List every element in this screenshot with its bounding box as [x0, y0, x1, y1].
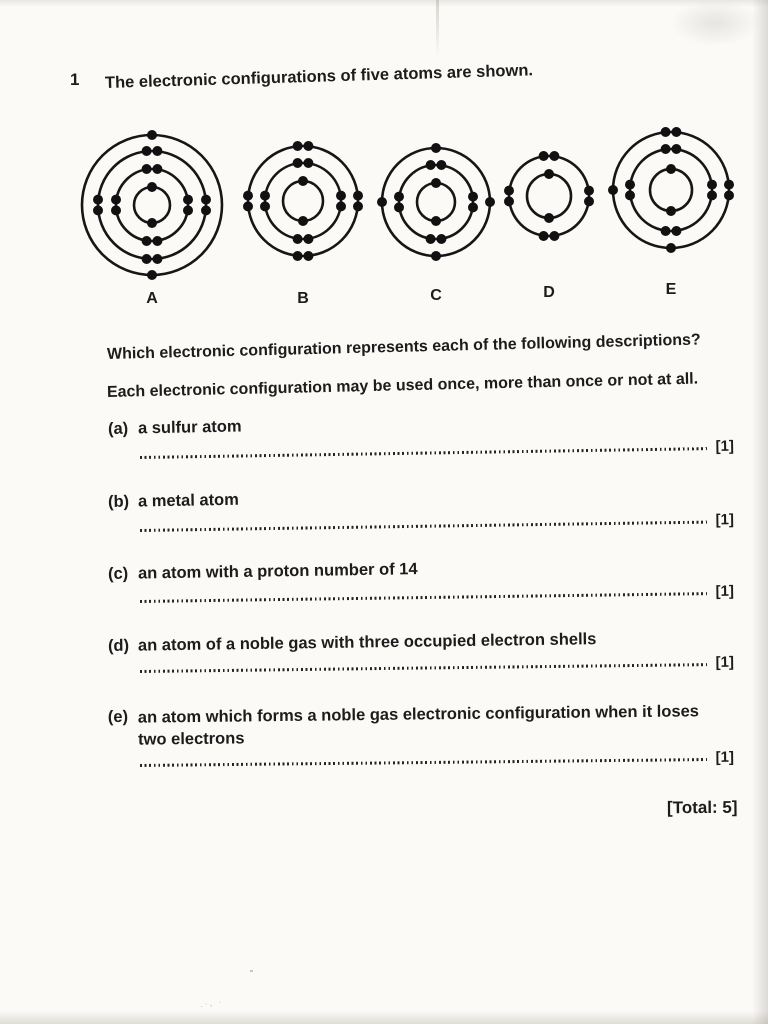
- question-c-text: an atom with a proton number of 14: [137, 560, 418, 583]
- atom-diagram-D: [504, 151, 594, 241]
- question-b-text: a metal atom: [137, 490, 240, 511]
- dotted-answer-line[interactable]: [140, 447, 707, 459]
- page-shadow-right: [752, 0, 768, 1024]
- atom-label-e: E: [665, 281, 677, 298]
- prompt-usage-note: Each electronic configuration may be used once, more than once or not at all.: [106, 370, 699, 401]
- total-marks: [Total: 5]: [667, 797, 739, 818]
- marks-c: [1]: [715, 582, 735, 600]
- paper-crease: [436, 0, 439, 58]
- question-a-text: a sulfur atom: [137, 417, 242, 438]
- marks-d: [1]: [715, 653, 735, 671]
- atom-diagram-A: [82, 130, 222, 280]
- stray-pencil-dot: [250, 970, 253, 972]
- dotted-answer-line[interactable]: [140, 663, 707, 673]
- page-shadow-bottom: [0, 1011, 768, 1024]
- question-b-label: (b): [107, 492, 130, 511]
- stray-pencil-marks: .·, ·: [199, 995, 224, 1010]
- answer-line-c[interactable]: [140, 583, 734, 608]
- question-number: 1: [70, 70, 80, 89]
- marks-b: [1]: [715, 511, 735, 529]
- dotted-answer-line[interactable]: [140, 758, 707, 767]
- question-e: [108, 701, 716, 751]
- question-d-label: (d): [107, 636, 130, 655]
- answer-line-b[interactable]: [140, 511, 734, 537]
- atom-diagram-E: [608, 127, 734, 253]
- marks-e: [1]: [715, 748, 735, 766]
- atom-diagram-C: [377, 143, 495, 261]
- atom-diagram-B: [243, 141, 363, 261]
- page-shadow-top: [0, 0, 768, 7]
- question-c-label: (c): [107, 564, 129, 583]
- question-b: [108, 491, 239, 512]
- answer-line-e[interactable]: [140, 749, 734, 772]
- atom-label-c: C: [430, 287, 442, 304]
- question-a: [108, 417, 242, 439]
- question-a-label: (a): [107, 419, 129, 438]
- prompt-which-configuration: Which electronic configuration represents each of the following descriptions?: [106, 331, 701, 363]
- question-e-text: an atom which forms a noble gas electronic configuration when it loses two electrons: [137, 702, 700, 749]
- scan-smudge: [670, 0, 760, 46]
- question-d: [108, 630, 597, 656]
- question-c: [108, 560, 418, 584]
- atom-label-b: B: [297, 290, 309, 307]
- atom-label-d: D: [543, 284, 555, 301]
- dotted-answer-line[interactable]: [140, 521, 707, 532]
- question-d-text: an atom of a noble gas with three occupied electron shells: [137, 630, 597, 655]
- atom-label-a: A: [146, 290, 158, 307]
- marks-a: [1]: [715, 437, 735, 455]
- dotted-answer-line[interactable]: [140, 592, 707, 603]
- question-title: The electronic configurations of five atoms are shown.: [104, 61, 534, 92]
- answer-line-d[interactable]: [140, 654, 734, 678]
- question-e-label: (e): [107, 707, 129, 727]
- answer-line-a[interactable]: [140, 438, 734, 464]
